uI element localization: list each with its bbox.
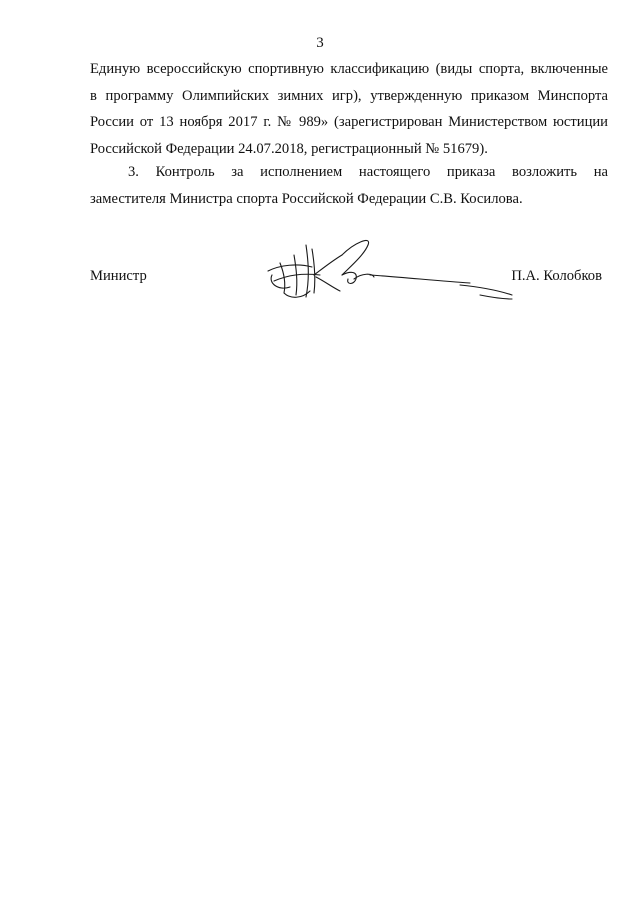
paragraph-line: России от 13 ноября 2017 г. № 989» (зарегистрирован Министерством юстиции bbox=[90, 114, 608, 130]
signatory-name: П.А. Колобков bbox=[511, 268, 602, 284]
paragraph-line: Российской Федерации 24.07.2018, регистрационный № 51679). bbox=[90, 140, 488, 157]
handwritten-signature-icon bbox=[250, 225, 520, 310]
paragraph-line: в программу Олимпийских зимних игр), утвержденную приказом Минспорта bbox=[90, 87, 608, 104]
paragraph-line: 3. Контроль за исполнением настоящего приказа возложить на bbox=[128, 164, 608, 180]
paragraph-line: заместителя Министра спорта Российской Федерации С.В. Косилова. bbox=[90, 190, 523, 207]
paragraph-classification-continuation bbox=[90, 56, 608, 162]
paragraph-control-clause bbox=[90, 159, 608, 212]
page-number: 3 bbox=[316, 35, 324, 51]
signatory-title: Министр bbox=[90, 268, 147, 284]
paragraph-line: Единую всероссийскую спортивную классификацию (виды спорта, включенные bbox=[90, 61, 608, 77]
